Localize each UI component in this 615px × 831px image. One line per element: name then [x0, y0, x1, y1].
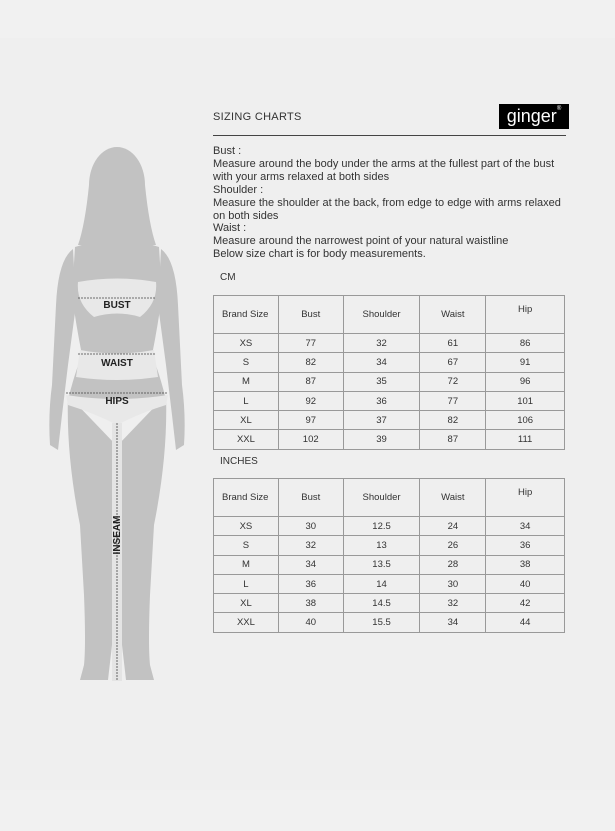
cell-hip: 44 — [486, 613, 565, 632]
waist-label: WAIST — [101, 358, 133, 369]
cell-bust: 30 — [278, 517, 343, 536]
header-bust: Bust — [278, 479, 343, 517]
cell-waist: 77 — [420, 391, 486, 410]
cell-size: XS — [214, 517, 279, 536]
cell-hip: 91 — [486, 353, 565, 372]
table-row — [214, 555, 565, 574]
cell-hip: 96 — [486, 372, 565, 391]
table-row — [214, 353, 565, 372]
table-row — [214, 536, 565, 555]
cell-size: XL — [214, 411, 279, 430]
cell-size: L — [214, 574, 279, 593]
cell-bust: 102 — [278, 430, 343, 449]
header-shoulder: Shoulder — [343, 479, 420, 517]
brand-logo: ginger® — [499, 104, 569, 129]
cell-hip: 34 — [486, 517, 565, 536]
cell-waist: 30 — [420, 574, 486, 593]
table-row — [214, 517, 565, 536]
cell-size: XXL — [214, 430, 279, 449]
header-hip: Hip — [486, 296, 565, 334]
inches-label: INCHES — [220, 456, 258, 467]
cell-bust: 77 — [278, 334, 343, 353]
cell-shoulder: 15.5 — [343, 613, 420, 632]
cell-waist: 67 — [420, 353, 486, 372]
cell-shoulder: 37 — [343, 411, 420, 430]
cell-hip: 106 — [486, 411, 565, 430]
cell-hip: 36 — [486, 536, 565, 555]
header-waist: Waist — [420, 296, 486, 334]
header-brand-size: Brand Size — [214, 479, 279, 517]
page-title: SIZING CHARTS — [213, 111, 302, 123]
cell-size: XS — [214, 334, 279, 353]
waist-instruction: Measure around the narrowest point of your natural waistline — [213, 235, 509, 248]
table-row — [214, 391, 565, 410]
cell-hip: 42 — [486, 594, 565, 613]
cell-shoulder: 39 — [343, 430, 420, 449]
measurement-instructions — [213, 145, 573, 261]
hips-label: HIPS — [105, 396, 129, 407]
cell-size: S — [214, 536, 279, 555]
cell-bust: 32 — [278, 536, 343, 555]
cell-hip: 86 — [486, 334, 565, 353]
cell-bust: 38 — [278, 594, 343, 613]
cell-shoulder: 36 — [343, 391, 420, 410]
table-row — [214, 594, 565, 613]
header-shoulder: Shoulder — [343, 296, 420, 334]
cell-waist: 32 — [420, 594, 486, 613]
table-row — [214, 613, 565, 632]
cell-shoulder: 14 — [343, 574, 420, 593]
cell-waist: 61 — [420, 334, 486, 353]
cell-hip: 101 — [486, 391, 565, 410]
cell-bust: 82 — [278, 353, 343, 372]
cell-size: L — [214, 391, 279, 410]
cell-waist: 34 — [420, 613, 486, 632]
title-divider — [213, 135, 566, 136]
cell-waist: 26 — [420, 536, 486, 555]
cell-waist: 72 — [420, 372, 486, 391]
cell-bust: 97 — [278, 411, 343, 430]
table-row — [214, 574, 565, 593]
cell-waist: 82 — [420, 411, 486, 430]
cell-size: XXL — [214, 613, 279, 632]
header-bust: Bust — [278, 296, 343, 334]
cell-waist: 24 — [420, 517, 486, 536]
table-row — [214, 430, 565, 449]
cell-hip: 111 — [486, 430, 565, 449]
header-hip: Hip — [486, 479, 565, 517]
cell-size: XL — [214, 594, 279, 613]
cell-shoulder: 12.5 — [343, 517, 420, 536]
waist-heading: Waist : — [213, 222, 247, 235]
cell-size: M — [214, 372, 279, 391]
shoulder-instruction: Measure the shoulder at the back, from edge to edge with arms relaxed on both sides — [213, 196, 561, 222]
bust-instruction: Measure around the body under the arms at the fullest part of the bust with your arms relaxed at both sides — [213, 157, 555, 183]
cm-size-table — [213, 295, 565, 450]
bust-label: BUST — [103, 300, 131, 311]
cell-bust: 87 — [278, 372, 343, 391]
cell-shoulder: 34 — [343, 353, 420, 372]
inseam-label: INSEAM — [112, 515, 123, 555]
table-header-row — [214, 479, 565, 517]
inches-size-table — [213, 478, 565, 633]
header-brand-size: Brand Size — [214, 296, 279, 334]
cell-shoulder: 32 — [343, 334, 420, 353]
cell-bust: 40 — [278, 613, 343, 632]
table-row — [214, 372, 565, 391]
header-waist: Waist — [420, 479, 486, 517]
table-header-row — [214, 296, 565, 334]
body-figure — [40, 145, 195, 685]
shoulder-heading: Shoulder : — [213, 183, 264, 196]
cm-label: CM — [220, 272, 236, 283]
cell-shoulder: 35 — [343, 372, 420, 391]
cell-size: S — [214, 353, 279, 372]
cell-hip: 40 — [486, 574, 565, 593]
cell-bust: 36 — [278, 574, 343, 593]
cell-bust: 92 — [278, 391, 343, 410]
cell-waist: 28 — [420, 555, 486, 574]
cell-waist: 87 — [420, 430, 486, 449]
table-row — [214, 334, 565, 353]
cell-bust: 34 — [278, 555, 343, 574]
cell-shoulder: 14.5 — [343, 594, 420, 613]
chart-note: Below size chart is for body measurements. — [213, 248, 426, 261]
cell-shoulder: 13 — [343, 536, 420, 555]
bust-heading: Bust : — [213, 145, 242, 157]
cell-hip: 38 — [486, 555, 565, 574]
cell-size: M — [214, 555, 279, 574]
cell-shoulder: 13.5 — [343, 555, 420, 574]
table-row — [214, 411, 565, 430]
